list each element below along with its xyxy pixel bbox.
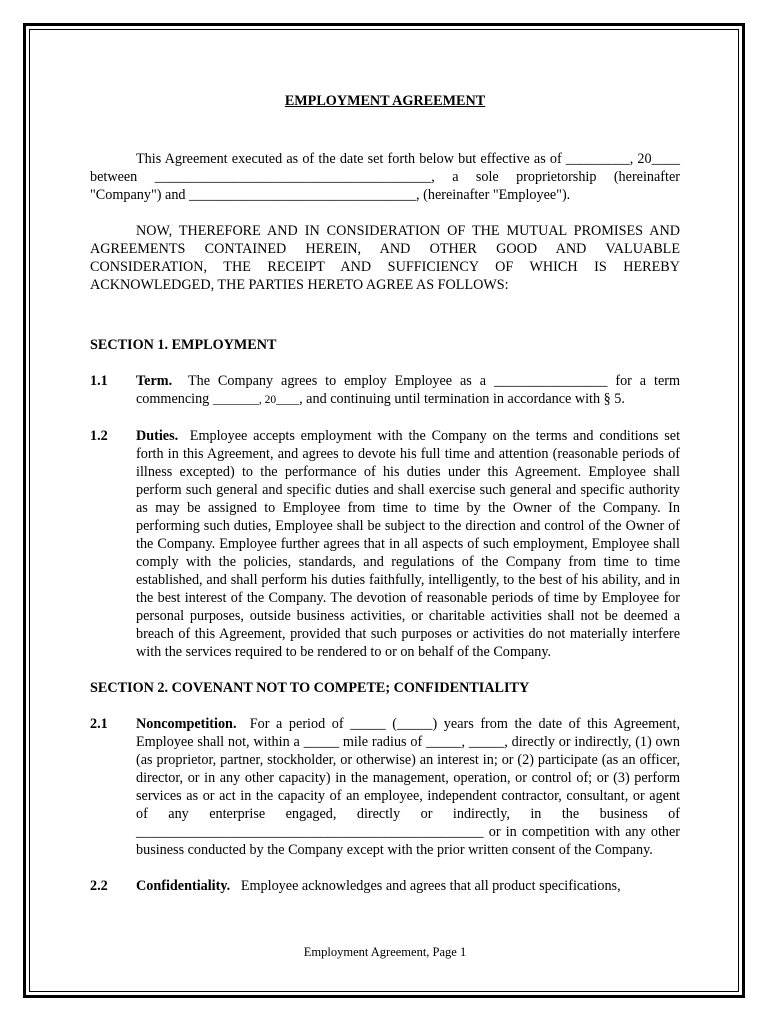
clause-number: 2.1 — [90, 716, 108, 732]
document-title: EMPLOYMENT AGREEMENT — [284, 93, 486, 109]
clause-heading: Confidentiality. — [136, 878, 231, 894]
clause-2-1 — [90, 715, 680, 859]
clause-heading: Noncompetition. — [136, 716, 237, 732]
clause-heading: Duties. — [136, 428, 179, 444]
clause-2-2 — [90, 877, 680, 895]
clause-date-blank: ________, 20____ — [212, 394, 300, 406]
clause-text: The Company agrees to employ Employee as a ________________ for a term commencing — [136, 373, 681, 407]
clause-number: 2.2 — [90, 878, 108, 894]
clause-text: Employee accepts employment with the Company on the terms and conditions set forth in this Agreement, and agrees to devote his full time and attention (reasonable periods of illness excepted) to the performance of his duties under this Agreement. Employee shall perform such general and specific duties and shall exercise such general and specific authority as may be assigned to Employee from time to time by the Owner of the Company. In performing such duties, Employee shall be subject to the direction and control of the Owner of the Company. Employee further agrees that in all aspects of such employment, Employee shall comply with the policies, standards, and regulations of the Company from time to time established, and shall perform his duties faithfully, intelligently, to the best of his ability, and in the best interest of the Company. The devotion of reasonable periods of time by Employee for personal purposes, outside business activities, or charitable activities shall not be deemed a breach of this Agreement, provided that such purposes or activities do not materially interfere with the services required to be rendered to or on behalf of the Company. — [136, 428, 681, 660]
clause-number: 1.2 — [90, 428, 108, 444]
clause-1-1 — [90, 372, 680, 409]
clause-1-2 — [90, 427, 680, 661]
intro-paragraph: This Agreement executed as of the date set forth below but effective as of _________, 20____ between _______________________________________, a sole proprietorship (hereinafter "Company") and ________________________________, (hereinafter "Employee"). — [90, 151, 680, 203]
now-therefore-paragraph: NOW, THEREFORE AND IN CONSIDERATION OF THE MUTUAL PROMISES AND AGREEMENTS CONTAINED HEREIN, AND OTHER GOOD AND VALUABLE CONSIDERATION, THE RECEIPT AND SUFFICIENCY OF WHICH IS HEREBY ACKNOWLEDGED, THE PARTIES HERETO AGREE AS FOLLOWS: — [90, 223, 680, 293]
section-2-heading: SECTION 2. COVENANT NOT TO COMPETE; CONFIDENTIALITY — [90, 680, 530, 696]
clause-text-end: , and continuing until termination in accordance with § 5. — [299, 391, 625, 407]
clause-number: 1.1 — [90, 373, 108, 389]
clause-text: For a period of _____ (_____) years from the date of this Agreement, Employee shall not, within a _____ mile radius of _____, _____, directly or indirectly, (1) own (as proprietor, partner, stockholder, or otherwise) an interest in; or (2) participate (as an officer, director, or in any other capacity) in the management, operation, or control of; or (3) perform services as or act in the capacity of an employee, independent contractor, consultant, or agent of any enterprise engaged, directly or indirectly, in the business of _________________________________________________ or in competition with any other business conducted by the Company except with the prior written consent of the Company. — [136, 716, 681, 858]
clause-heading: Term. — [136, 373, 173, 389]
section-1-heading: SECTION 1. EMPLOYMENT — [90, 337, 277, 353]
document-page — [90, 92, 680, 913]
page-footer: Employment Agreement, Page 1 — [303, 945, 467, 959]
clause-text: Employee acknowledges and agrees that all product specifications, — [240, 878, 621, 894]
